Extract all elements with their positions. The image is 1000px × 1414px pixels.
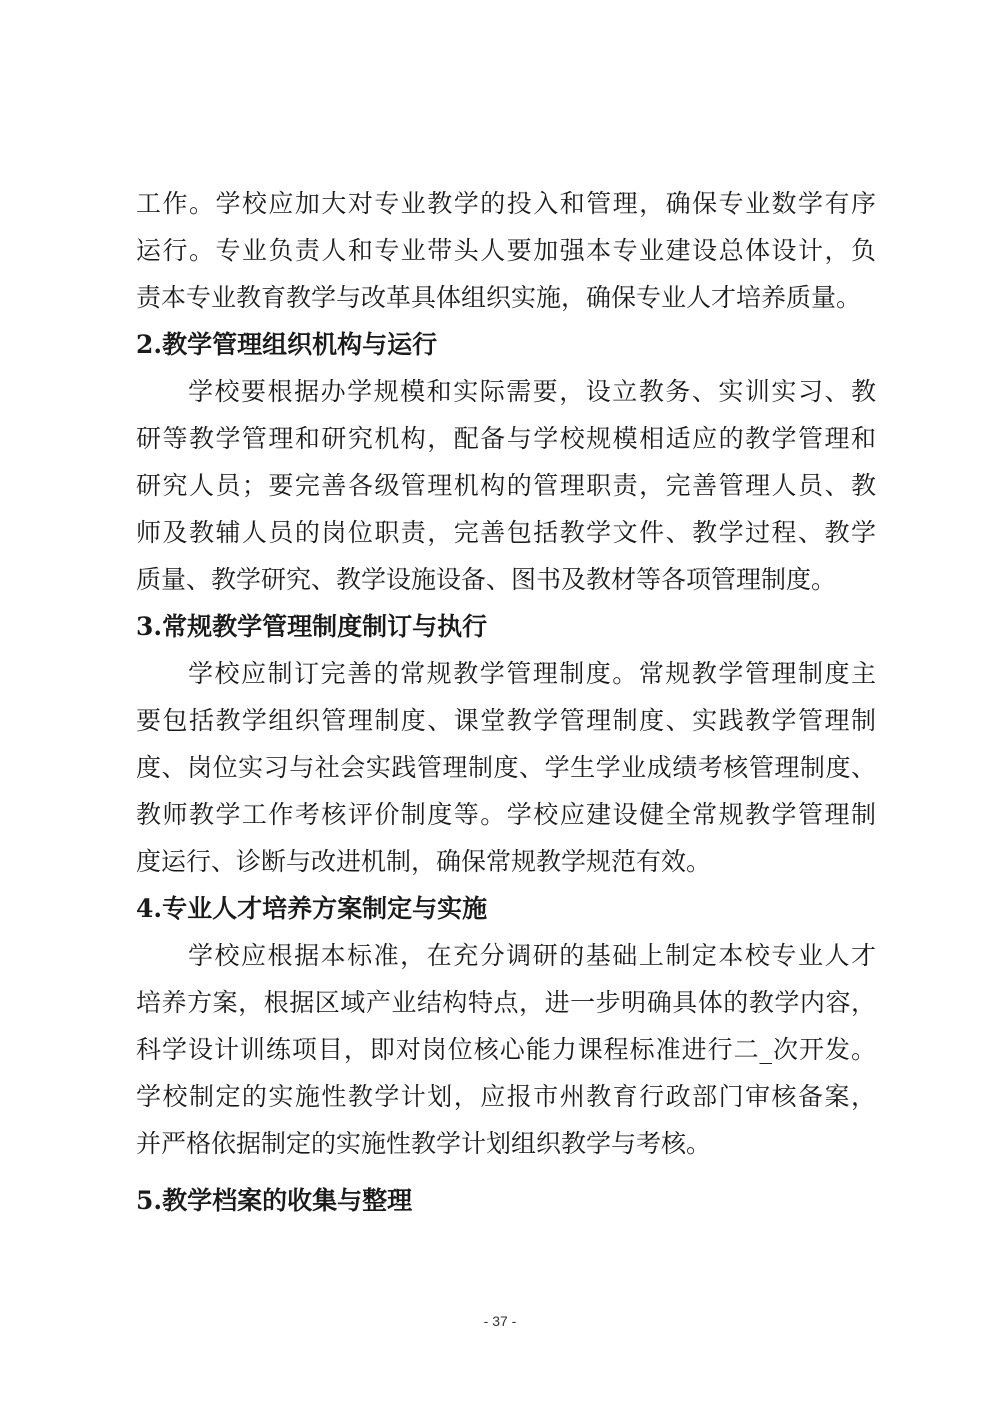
paragraph-line: 研等教学管理和研究机构，配备与学校规模相适应的教学管理和 <box>136 424 876 453</box>
paragraph-line: 度、岗位实习与社会实践管理制度、学生学业成绩考核管理制度、 <box>136 753 876 782</box>
section-4-paragraph <box>136 932 876 1167</box>
paragraph-line: 教师教学工作考核评价制度等。学校应建设健全常规教学管理制 <box>136 800 876 829</box>
page-body <box>136 180 876 1224</box>
intro-paragraph <box>136 180 876 321</box>
paragraph-line: 并严格依据制定的实施性教学计划组织教学与考核。 <box>136 1129 712 1158</box>
paragraph-line: 要包括教学组织管理制度、课堂教学管理制度、实践教学管理制 <box>136 706 876 735</box>
section-heading-4: 4.专业人才培养方案制定与实施 <box>136 894 488 923</box>
paragraph-line: 运行。专业负责人和专业带头人要加强本专业建设总体设计，负 <box>136 236 876 265</box>
paragraph-line: 师及教辅人员的岗位职责，完善包括教学文件、教学过程、教学 <box>136 518 876 547</box>
paragraph-line: 学校制定的实施性教学计划，应报市州教育行政部门审核备案， <box>136 1082 876 1111</box>
paragraph-line: 度运行、诊断与改进机制，确保常规教学规范有效。 <box>136 847 712 876</box>
paragraph-line: 学校要根据办学规模和实际需要，设立教务、实训实习、教 <box>188 377 876 406</box>
paragraph-line: 培养方案，根据区域产业结构特点，进一步明确具体的教学内容， <box>136 988 876 1017</box>
paragraph-line: 质量、教学研究、教学设施设备、图书及教材等各项管理制度。 <box>136 565 837 594</box>
paragraph-line: 科学设计训练项目，即对岗位核心能力课程标准进行二_次开发。 <box>136 1035 876 1064</box>
section-3-paragraph <box>136 650 876 885</box>
paragraph-line: 学校应制订完善的常规教学管理制度。常规教学管理制度主 <box>188 659 876 688</box>
paragraph-line: 责本专业教育教学与改革具体组织实施，确保专业人才培养质量。 <box>136 283 862 312</box>
paragraph-line: 研究人员；要完善各级管理机构的管理职责，完善管理人员、教 <box>136 471 876 500</box>
section-2-paragraph <box>136 368 876 603</box>
paragraph-line: 学校应根据本标准，在充分调研的基础上制定本校专业人才 <box>188 941 876 970</box>
section-heading-5: 5.教学档案的收集与整理 <box>136 1186 413 1215</box>
page-number: - 37 - <box>483 1313 517 1329</box>
section-heading-2: 2.教学管理组织机构与运行 <box>136 330 438 359</box>
section-heading-3: 3.常规教学管理制度制订与执行 <box>136 612 488 641</box>
paragraph-line: 工作。学校应加大对专业教学的投入和管理，确保专业数学有序 <box>136 189 876 218</box>
